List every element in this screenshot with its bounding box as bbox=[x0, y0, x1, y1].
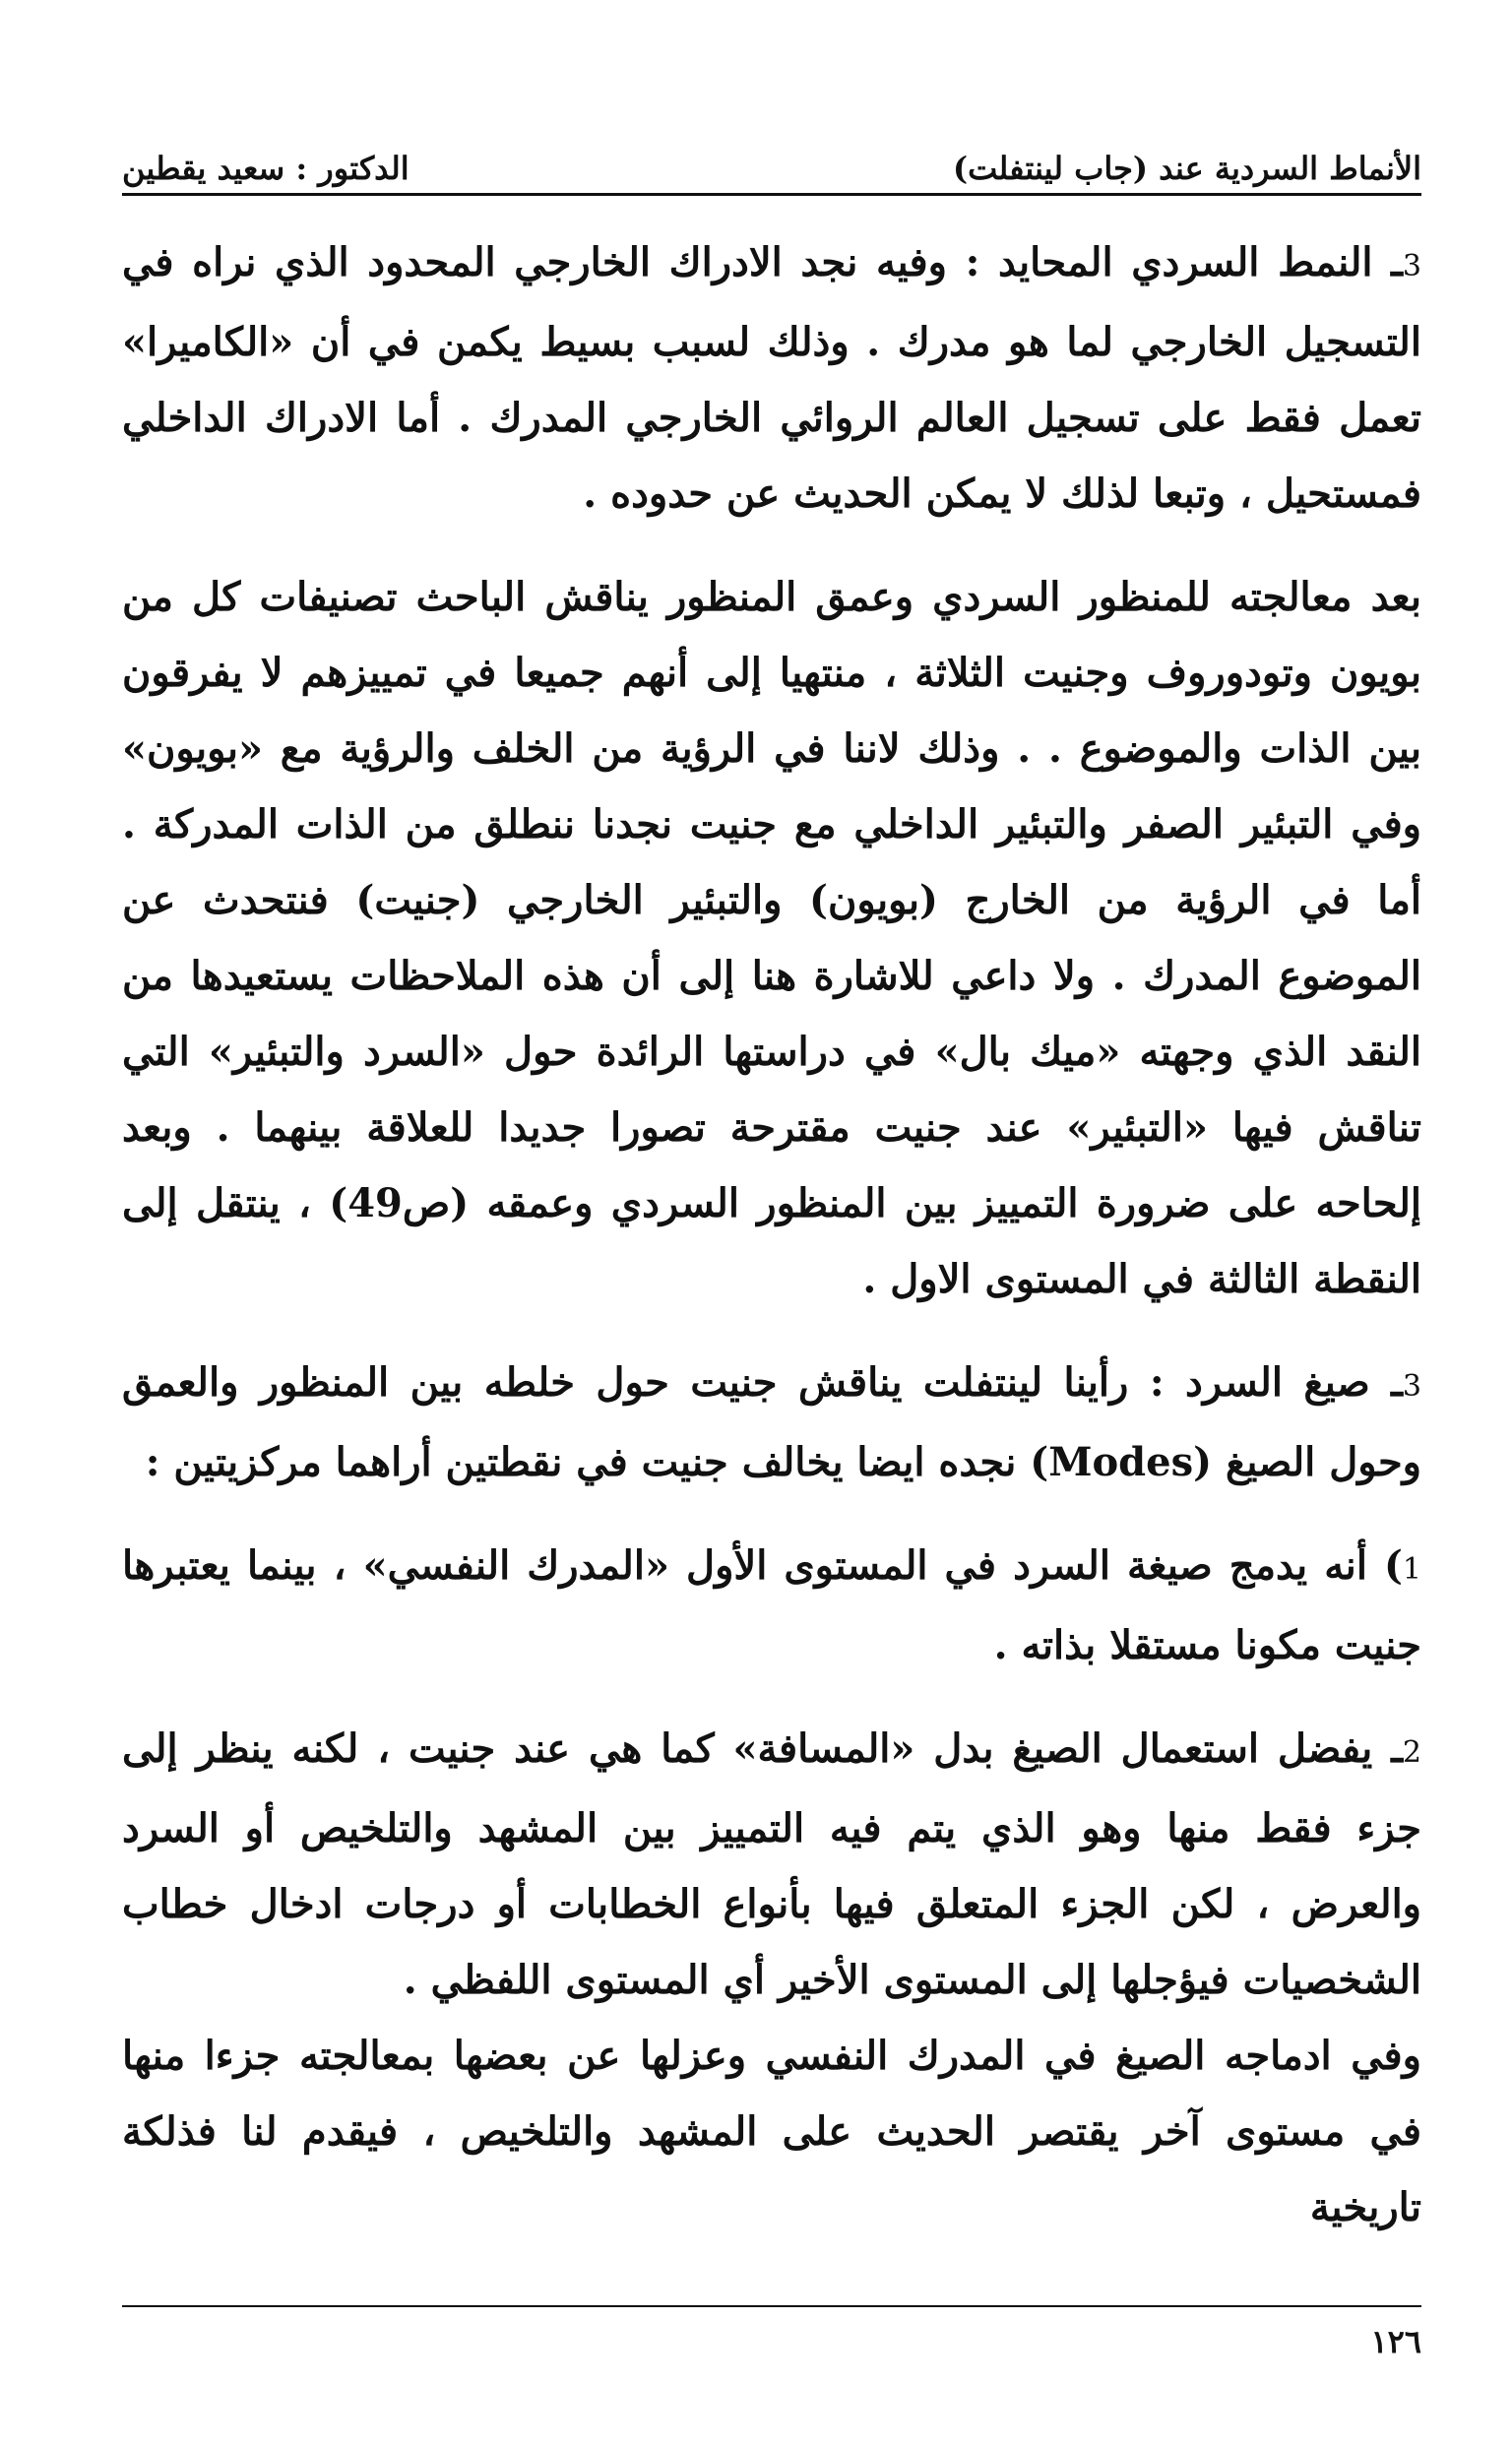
running-header bbox=[122, 118, 1421, 187]
paragraph-number: 1 bbox=[1402, 1552, 1421, 1587]
paragraph-text: بعد معالجته للمنظور السردي وعمق المنظور يناقش الباحث تصنيفات كل من بويون وتودوروف وجنيت الثلاثة ، منتهيا إلى أنهم جميعا في تمييزهم لا يفرقون بين الذات والموضوع . . وذلك لاننا في الرؤية من الخلف والرؤية مع «بويون» وفي التبئير الصفر والتبئير الداخلي مع جنيت نجدنا ننطلق من الذات المدركة . أما في الرؤية من الخارج (بويون) والتبئير الخارجي (جنيت) فنتحدث عن الموضوع المدرك . ولا داعي للاشارة هنا إلى أن هذه الملاحظات يستعيدها من النقد الذي وجهته «ميك بال» في دراستها الرائدة حول «السرد والتبئير» التي تناقش فيها «التبئير» عند جنيت مقترحة تصورا جديدا للعلاقة بينهما . وبعد إلحاحه على ضرورة التمييز بين المنظور السردي وعمقه (ص49) ، ينتقل إلى النقطة الثالثة في المستوى الاول . bbox=[122, 574, 1421, 1302]
paragraph-number: 3 bbox=[1402, 1369, 1421, 1404]
header-title: الأنماط السردية عند (جاب لينتفلت) bbox=[952, 150, 1421, 187]
paragraph-narrative-modes bbox=[122, 1345, 1421, 1500]
header-author: الدكتور : سعيد يقطين bbox=[122, 150, 410, 187]
paragraph-text: ) أنه يدمج صيغة السرد في المستوى الأول «المدرك النفسي» ، بينما يعتبرها جنيت مكونا مستقلا بذاته . bbox=[122, 1542, 1421, 1668]
paragraph-text: ـ يفضل استعمال الصيغ بدل «المسافة» كما هي عند جنيت ، لكنه ينظر إلى جزء فقط منها وهو الذي يتم فيه التمييز بين المشهد والتلخيص أو السرد والعرض ، لكن الجزء المتعلق فيها بأنواع الخطابات أو درجات ادخال خطاب الشخصيات فيؤجلها إلى المستوى الأخير أي المستوى اللفظي . bbox=[122, 1725, 1422, 2003]
page-number: ١٢٦ bbox=[1370, 2323, 1421, 2360]
paragraph-point-one bbox=[122, 1528, 1421, 1683]
paragraph-point-two bbox=[122, 1711, 1421, 2018]
document-page bbox=[122, 118, 1421, 2412]
footer-divider bbox=[122, 2305, 1421, 2307]
paragraph-number: 2 bbox=[1402, 1735, 1421, 1770]
paragraph-closing bbox=[122, 2018, 1421, 2245]
paragraph-perspective-discussion bbox=[122, 559, 1421, 1317]
paragraph-text: ـ النمط السردي المحايد : وفيه نجد الادراك الخارجي المحدود الذي نراه في التسجيل الخارجي لما هو مدرك . وذلك لسبب بسيط يكمن في أن «الكاميرا» تعمل فقط على تسجيل العالم الروائي الخارجي المدرك . أما الادراك الداخلي فمستحيل ، وتبعا لذلك لا يمكن الحديث عن حدوده . bbox=[122, 239, 1421, 517]
paragraph-number: 3 bbox=[1402, 249, 1421, 283]
paragraph-neutral-mode bbox=[122, 224, 1421, 532]
header-divider bbox=[122, 193, 1421, 196]
paragraph-text: ـ صيغ السرد : رأينا لينتفلت يناقش جنيت حول خلطه بين المنظور والعمق وحول الصيغ (Modes) نجده ايضا يخالف جنيت في نقطتين أراهما مركزيتين : bbox=[122, 1359, 1421, 1485]
body-text bbox=[122, 224, 1421, 2245]
paragraph-text: وفي ادماجه الصيغ في المدرك النفسي وعزلها عن بعضها بمعالجته جزءا منها في مستوى آخر يقتصر الحديث على المشهد والتلخيص ، فيقدم لنا فذلكة تاريخية bbox=[122, 2033, 1421, 2230]
